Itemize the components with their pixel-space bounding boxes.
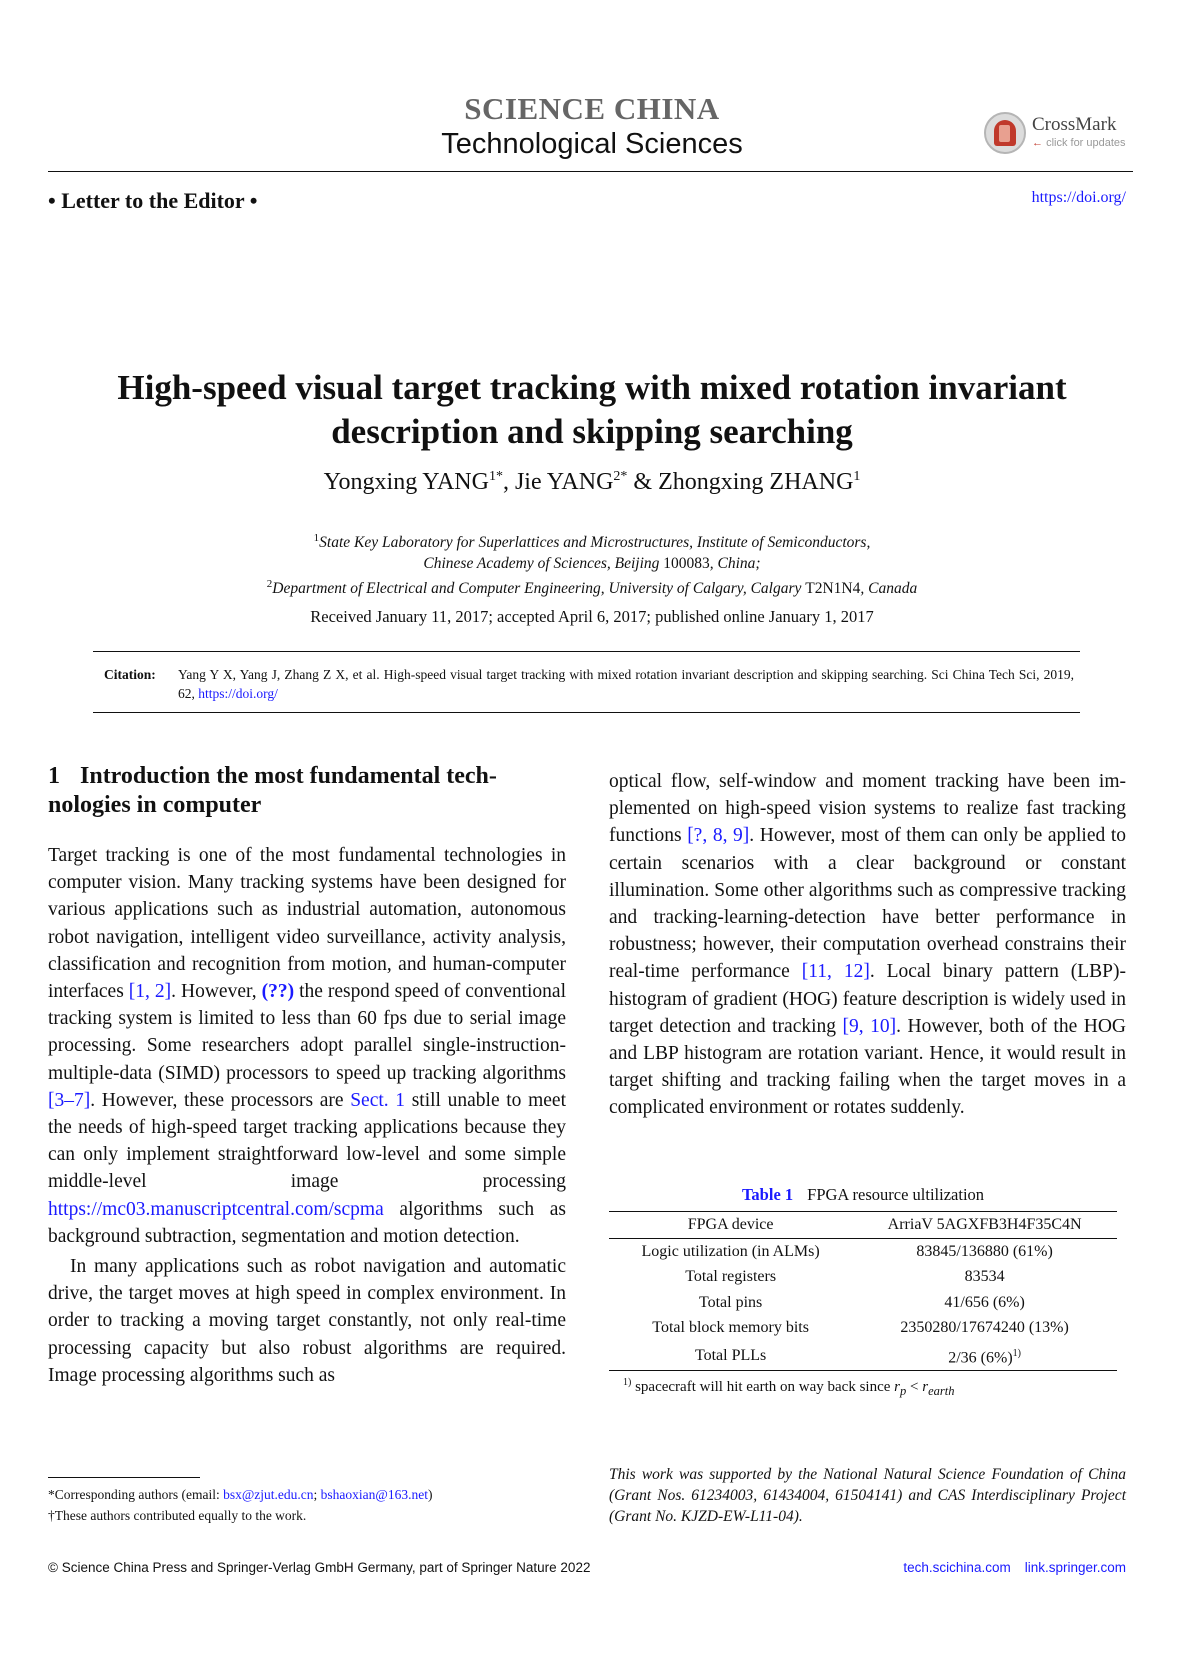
left-column <box>48 762 566 1389</box>
journal-subtitle: Technological Sciences <box>441 128 743 160</box>
paragraph: optical flow, self-window and moment tracking have been implemented on high-speed vision systems to realize fast tracking functions [?, 8, 9]. However, most of them can only be applied to certain scenarios with a clear background or constant illumination. Some other algorithms such as compressive tracking and tracking-learning-detection have better performance in robustness; however, their computation overhead constrains their real-time performance [11, 12]. Local binary pattern (LBP)-histogram of gradient (HOG) feature description is widely used in target detection and tracking [9, 10]. However, both of the HOG and LBP histogram are rotation variant. Hence, it would result in target shifting and tracking failing when the target moves in a complicated environment or rotates suddenly. <box>609 771 1127 1119</box>
citation-ref[interactable]: [?, 8, 9] <box>687 825 750 847</box>
citation-ref[interactable]: [9, 10] <box>842 1015 897 1037</box>
paragraph: In many applications such as robot navigation and automatic drive, the target moves at high speed in complex environment. In order to tracking a moving target constantly, not only real-time processing capacity but also robust algorithms are required. Image processing algorithms such as <box>48 1256 566 1386</box>
table-header-row <box>609 1212 1117 1239</box>
affiliations: $^1$State Key Laboratory for Superlattices and Microstructures, Institute of Semiconductors, Chinese Academy of Sciences, Beijing 100083, China; $^2$Department of Electrical and Computer Engineering, University of Calgary, Calgary T2N1N4, Canada <box>0 528 1184 599</box>
author: Jie YANG <box>514 469 614 495</box>
section-ref[interactable]: Sect. 1 <box>350 1089 406 1111</box>
affiliation-2: $^2$Department of Electrical and Computer Engineering, University of Calgary, Calgary T2N1N4, Canada <box>266 578 918 598</box>
author: Yongxing YANG <box>323 469 489 495</box>
citation-doi-link[interactable]: https://doi.org/ <box>198 686 278 701</box>
crossmark-label: CrossMark <box>1032 114 1117 135</box>
footnotes <box>48 1484 568 1526</box>
section-heading: 1 Introduction the most fundamental tech-nologies in computer <box>48 763 497 818</box>
footnote-rule <box>48 1477 200 1478</box>
citation-ref[interactable]: (??) <box>261 981 295 1003</box>
crossmark-badge[interactable] <box>984 112 1134 158</box>
email-link[interactable]: bshaoxian@163.net <box>320 1487 428 1502</box>
crossmark-sub: ← click for updates <box>1032 137 1126 149</box>
affiliation-1: $^1$State Key Laboratory for Superlattices and Microstructures, Institute of Semiconductors, <box>313 532 871 552</box>
footer-links <box>903 1560 1126 1575</box>
citation-rule-top <box>93 651 1080 652</box>
citation-ref[interactable]: [11, 12] <box>801 961 870 983</box>
paragraph: Target tracking is one of the most fundamental technologies in computer vision. Many tracking systems have been designed for various applications such as industrial automation, autonomous robot navigation, intelligent video surveillance, activity analysis, classification and recognition from motion, and human-computer interfaces [1, 2]. However, (??) the respond speed of conventional tracking system is limited to less than 60 fps due to serial image processing. Some researchers adopt parallel single-instruction-multiple-data (SIMD) processors to speed up tracking algorithms [3–7]. However, these processors are Sect. 1 still unable to meet the needs of high-speed target tracking applications because they can only implement straightforward low-level and some simple middle-level image processing https://mc03.manuscriptcentral.com/scpma algorithms such as background subtraction, segmentation and motion detection. <box>48 845 566 1247</box>
table-1 <box>609 1185 1117 1399</box>
author: Zhongxing ZHANG <box>658 469 854 495</box>
citation-label: Citation: <box>104 667 156 682</box>
header-rule <box>48 171 1133 172</box>
crossmark-icon <box>984 112 1026 154</box>
funding-note: This work was supported by the National Natural Science Foundation of China (Grant Nos. 61234003, 61434004, 61504141) and CAS Interdisciplinary Project (Grant No. KJZD-EW-L11-04). <box>609 1466 1126 1525</box>
footer-link-springer[interactable]: link.springer.com <box>1024 1560 1126 1575</box>
citation-ref[interactable]: [3–7] <box>48 1089 91 1111</box>
corresponding-authors: *Corresponding authors (email: bsx@zjut.edu.cn; bshaoxian@163.net) <box>48 1487 433 1502</box>
copyright: © Science China Press and Springer-Verlag GmbH Germany, part of Springer Nature 2022 <box>48 1560 591 1575</box>
citation-block <box>104 665 1074 703</box>
citation-ref[interactable]: [1, 2] <box>128 981 172 1003</box>
equal-contribution-note: †These authors contributed equally to the work. <box>48 1508 307 1523</box>
right-column <box>609 768 1126 1122</box>
citation-rule-bottom <box>93 712 1080 713</box>
publication-dates: Received January 11, 2017; accepted April 6, 2017; published online January 1, 2017 <box>310 607 874 626</box>
table-header-cell: FPGA device <box>687 1216 774 1233</box>
citation-text: Yang Y X, Yang J, Zhang Z X, et al. High-speed visual target tracking with mixed rotation invariant description and skipping searching. Sci China Tech Sci, 2019, 62, <box>178 667 1074 701</box>
url-link[interactable]: https://mc03.manuscriptcentral.com/scpma <box>48 1198 384 1220</box>
paper-title: High-speed visual target tracking with mixed rotation invariant description and skipping searching <box>117 368 1067 451</box>
table-header-cell: ArriaV 5AGXFB3H4F35C4N <box>887 1216 1082 1233</box>
resource-table <box>609 1211 1117 1371</box>
table-note: $^{1)}$ spacecraft will hit earth on way back since $r_p < r_{earth}$ <box>623 1377 955 1399</box>
email-link[interactable]: bsx@zjut.edu.cn <box>223 1487 314 1502</box>
journal-name: SCIENCE CHINA <box>464 91 720 126</box>
doi-link[interactable]: https://doi.org/ <box>1031 189 1126 206</box>
table-row: Total pins 41/656 (6%) <box>698 1293 1025 1311</box>
article-type: • Letter to the Editor • <box>48 188 258 213</box>
arrow-left-icon: ← <box>1032 137 1043 149</box>
table-row: Total PLLs 2/36 $(6\%)^{1)}$ <box>609 1341 1117 1371</box>
author-list: Yongxing $YANG^{1*}$, Jie $YANG^{2*}$ & Zhongxing ZHANG$^1$ <box>323 469 861 495</box>
table-row: Logic utilization (in ALMs) 83845/136880 (61%) <box>641 1242 1053 1260</box>
table-row: Total block memory bits 2350280/17674240 (13%) <box>652 1319 1069 1336</box>
footer-link-scichina[interactable]: tech.scichina.com <box>903 1560 1011 1575</box>
table-caption: Table 1 FPGA resource ultilization <box>741 1185 985 1204</box>
table-row: Total registers 83534 <box>685 1268 1005 1285</box>
